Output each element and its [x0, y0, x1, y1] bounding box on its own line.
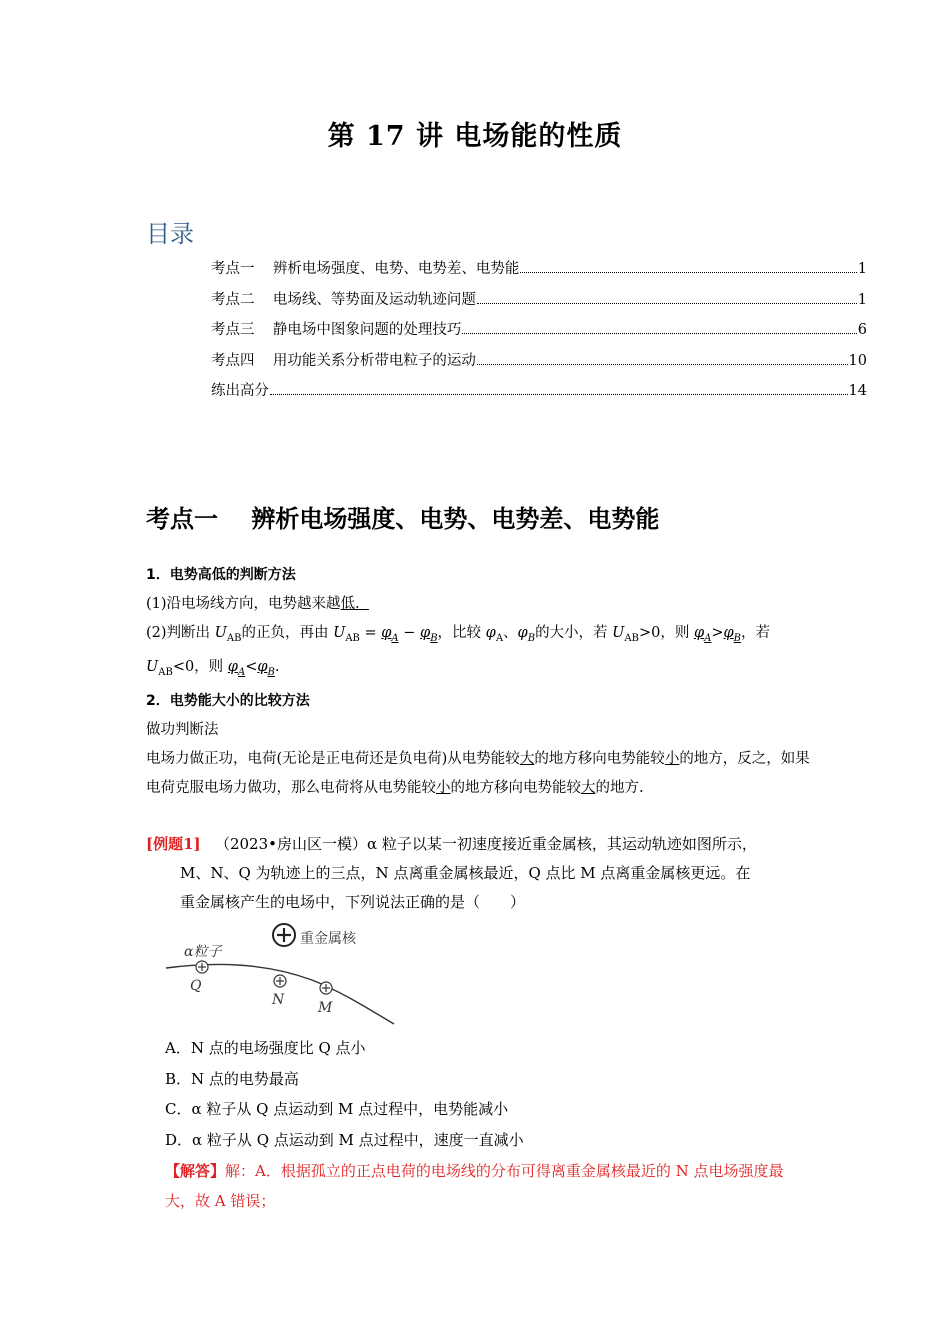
- text-span: 电场力做正功，电荷(无论是正电荷还是负电荷)从电势能较: [146, 750, 520, 767]
- point-M-label: M: [318, 1000, 333, 1016]
- symbol-U: U: [612, 625, 625, 641]
- toc-entry-page: 10: [848, 352, 867, 369]
- text-span: =: [359, 625, 382, 641]
- underlined-answer: 大: [519, 750, 535, 767]
- text-span: .: [274, 658, 280, 675]
- text-span: 的地方.: [595, 779, 644, 796]
- paragraph-rule-2: [146, 619, 810, 687]
- toc-leader-dots: [477, 303, 857, 304]
- example-question: [146, 830, 811, 917]
- toc-heading: 目录: [146, 220, 194, 248]
- symbol-U: U: [333, 625, 346, 641]
- section-heading: 考点一 辨析电场强度、电势、电势差、电势能: [146, 504, 660, 533]
- symbol-phi: φ: [381, 625, 392, 641]
- choice-c[interactable]: C．α 粒子从 Q 点运动到 M 点过程中，电势能减小: [165, 1100, 509, 1118]
- text-span: >: [711, 625, 724, 641]
- toc-entry[interactable]: [211, 318, 867, 349]
- paragraph-work-rule: [146, 745, 810, 803]
- toc-entry-label: 考点二 电场线、等势面及运动轨迹问题: [211, 291, 476, 308]
- choice-d[interactable]: D．α 粒子从 Q 点运动到 M 点过程中，速度一直减小: [165, 1130, 524, 1149]
- particle-M-icon: [320, 982, 332, 994]
- subscript-AB: AB: [226, 632, 242, 644]
- text-span: (1)沿电场线方向，电势越来越: [146, 596, 341, 612]
- subscript-B: B: [267, 666, 275, 678]
- symbol-U: U: [146, 658, 159, 675]
- toc-entry[interactable]: [211, 379, 867, 410]
- text-span: ，若: [741, 625, 771, 641]
- answer-choices: [165, 1033, 524, 1155]
- toc-leader-dots: [462, 333, 856, 334]
- answer-text: 解：A．根据孤立的正点电荷的电场线的分布可得离重金属核最近的 N 点电场强度最大，故 A 错误；: [165, 1162, 784, 1210]
- subscript-AB: AB: [345, 632, 360, 644]
- toc-entry-label: 练出高分: [211, 383, 269, 399]
- toc-leader-dots: [477, 364, 848, 365]
- symbol-phi: φ: [420, 625, 431, 641]
- text-span: 的地方，反之，如果电荷克服电场力做功，那么电荷将从电势能较: [146, 750, 810, 796]
- symbol-U: U: [214, 625, 227, 641]
- text-span: <0，则: [172, 658, 228, 675]
- toc-entry-page: 6: [857, 322, 867, 338]
- point-Q-label: Q: [190, 978, 202, 994]
- subheading-energy-comparison: 2．电势能大小的比较方法: [146, 692, 310, 709]
- paragraph-method: 做功判断法: [146, 721, 219, 738]
- choice-a[interactable]: A．N 点的电场强度比 Q 点小: [165, 1039, 366, 1057]
- symbol-phi: φ: [693, 625, 705, 641]
- subscript-A: A: [391, 632, 399, 644]
- toc-entry-label: 考点四 用功能关系分析带电粒子的运动: [211, 352, 476, 369]
- question-text: M、N、Q 为轨迹上的三点，N 点离重金属核最近，Q 点比 M 点离重金属核更远。在: [180, 864, 751, 882]
- text-span: 的大小，若: [535, 625, 613, 641]
- symbol-phi: φ: [723, 625, 734, 641]
- text-span: 的正负，再由: [241, 625, 334, 641]
- underlined-answer: 小: [664, 750, 680, 767]
- nucleus-label: 重金属核: [300, 931, 356, 947]
- toc-entry-page: 14: [848, 383, 867, 399]
- subscript-B: B: [733, 632, 742, 644]
- underlined-answer: 小: [436, 779, 451, 796]
- toc-entry-page: 1: [857, 261, 867, 277]
- subscript-B: B: [527, 632, 536, 644]
- trajectory-figure: [162, 918, 402, 1028]
- subscript-A: A: [237, 666, 246, 678]
- particle-N-icon: [274, 975, 286, 987]
- toc-entry[interactable]: [211, 349, 867, 380]
- subscript-AB: AB: [158, 666, 173, 678]
- subheading-potential-judgement: 1．电势高低的判断方法: [146, 567, 296, 583]
- question-text: 重金属核产生的电场中，下列说法正确的是（ ）: [180, 893, 526, 911]
- text-span: (2)判断出: [146, 625, 215, 641]
- symbol-phi: φ: [227, 658, 238, 675]
- answer-tag: 【解答】: [165, 1162, 226, 1180]
- paragraph-rule-1: [146, 590, 810, 619]
- subscript-B: B: [430, 632, 438, 644]
- choice-b[interactable]: B．N 点的电势最高: [165, 1069, 299, 1088]
- section-body: [146, 561, 810, 803]
- toc-leader-dots: [520, 272, 856, 273]
- table-of-contents: [211, 257, 867, 410]
- example-tag: [例题1]: [146, 835, 201, 853]
- toc-entry-label: 考点三 静电场中图象问题的处理技巧: [211, 322, 462, 338]
- subscript-A: A: [495, 632, 504, 644]
- alpha-label: α粒子: [184, 944, 222, 960]
- toc-leader-dots: [270, 394, 848, 395]
- symbol-phi: φ: [485, 625, 496, 641]
- toc-entry-label: 考点一 辨析电场强度、电势、电势差、电势能: [211, 261, 520, 277]
- symbol-phi: φ: [517, 625, 528, 641]
- symbol-phi: φ: [257, 658, 268, 675]
- toc-entry-page: 1: [857, 291, 867, 308]
- text-span: −: [398, 625, 421, 641]
- page-title: 第 17 讲 电场能的性质: [327, 121, 623, 152]
- toc-entry[interactable]: [211, 288, 867, 319]
- underlined-answer: 大: [581, 779, 596, 796]
- answer-explanation: [165, 1156, 810, 1216]
- nucleus-icon: [273, 924, 295, 946]
- text-span: 的地方移向电势能较: [534, 750, 665, 767]
- text-span: 、: [503, 625, 518, 641]
- question-text: （2023•房山区一模）α 粒子以某一初速度接近重金属核，其运动轨迹如图所示，: [200, 835, 757, 853]
- toc-entry[interactable]: [211, 257, 867, 288]
- underlined-answer: 低.: [340, 596, 360, 612]
- text-span: 的地方移向电势能较: [450, 779, 581, 796]
- point-N-label: N: [272, 992, 285, 1008]
- subscript-AB: AB: [624, 632, 639, 644]
- text-span: >0，则: [638, 625, 694, 641]
- text-span: ，比较: [437, 625, 486, 641]
- particle-Q-icon: [196, 961, 208, 973]
- text-span: <: [245, 658, 258, 675]
- subscript-A: A: [704, 632, 712, 644]
